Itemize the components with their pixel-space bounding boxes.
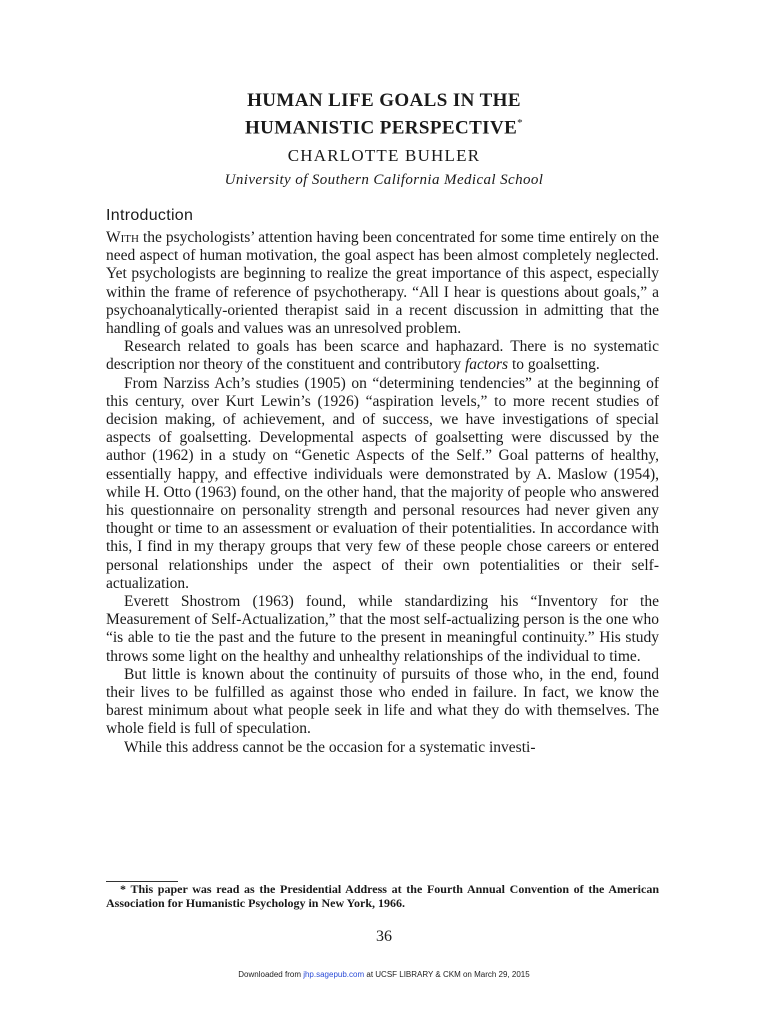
paragraph-2-text-a: Research related to goals has been scarce and haphazard. There is no systematic description nor theory of the constituent and contributory — [106, 338, 659, 374]
section-heading-introduction: Introduction — [106, 207, 194, 224]
paragraph-1-text: the psychologists’ attention having been concentrated for some time entirely on the need aspect of human motivation, the goal aspect has been almost completely neglected. Yet psychologists are beginning to realize the great importance of this aspect, especially within the frame of reference of psychotherapy. “All I hear is questions about goals,” a psychoanalytically-oriented therapist said in a recent discussion in admitting that the handling of goals and values was an unresolved problem. — [106, 229, 659, 338]
paragraph-2-italic: factors — [465, 356, 509, 374]
body-text — [106, 229, 659, 757]
title-line-1: HUMAN LIFE GOALS IN THE — [247, 90, 521, 111]
download-prefix: Downloaded from — [238, 970, 304, 979]
title-footnote-marker: * — [517, 117, 524, 129]
footnote: * This paper was read as the Presidential Address at the Fourth Annual Convention of the American Association for Humanistic Psychology in New York, 1966. — [106, 882, 659, 910]
download-notice — [0, 970, 768, 979]
download-link[interactable]: jhp.sagepub.com — [303, 970, 365, 979]
paragraph-3: From Narziss Ach’s studies (1905) on “determining tendencies” at the beginning of this century, over Kurt Lewin’s (1926) “aspiration levels,” to more recent studies of decision making, of achievement, and of success, we have investigations of special aspects of goalsetting. Developmental aspects of goalsetting were discussed by the author (1962) in a study on “Genetic Aspects of the Self.” Goal patterns of healthy, essentially happy, and effective individuals were demonstrated by A. Maslow (1954), while H. Otto (1963) found, on the other hand, that the majority of people who answered his questionnaire on personality strength and personal resources had never given any thought or time to an assessment or evaluation of their potentialities. In accordance with this, I find in my therapy groups that very few of these people chose careers or entered personal relationships under the aspect of their own potentialities or their self-actualization. — [106, 374, 659, 592]
paragraph-4: Everett Shostrom (1963) found, while standardizing his “Inventory for the Measurement of Self-Actualization,” that the most self-actualizing person is the one who “is able to tie the past and the future to the present in meaningful continuity.” His study throws some light on the healthy and unhealthy relationships of the individual to time. — [106, 593, 659, 665]
paragraph-5: But little is known about the continuity of pursuits of those who, in the end, found their lives to be fulfilled as against those who ended in failure. In fact, we know the barest minimum about what people seek in life and what they do with themselves. The whole field is full of speculation. — [106, 665, 659, 738]
paragraph-6: While this address cannot be the occasion for a systematic investi- — [124, 738, 536, 756]
download-suffix: at UCSF LIBRARY & CKM on March 29, 2015 — [364, 970, 530, 979]
paragraph-2 — [106, 338, 659, 374]
paragraph-1 — [106, 229, 659, 338]
title-line-2-text: HUMANISTIC PERSPECTIVE — [244, 117, 518, 139]
title-line-2 — [0, 112, 768, 139]
paragraph-1-lead: With — [106, 229, 139, 246]
article-title — [0, 90, 768, 139]
page-number: 36 — [376, 928, 392, 945]
author-affiliation: University of Southern California Medical School — [224, 172, 544, 188]
paragraph-2-text-b: to goalsetting. — [508, 356, 600, 374]
author-name: CHARLOTTE BUHLER — [287, 146, 481, 165]
